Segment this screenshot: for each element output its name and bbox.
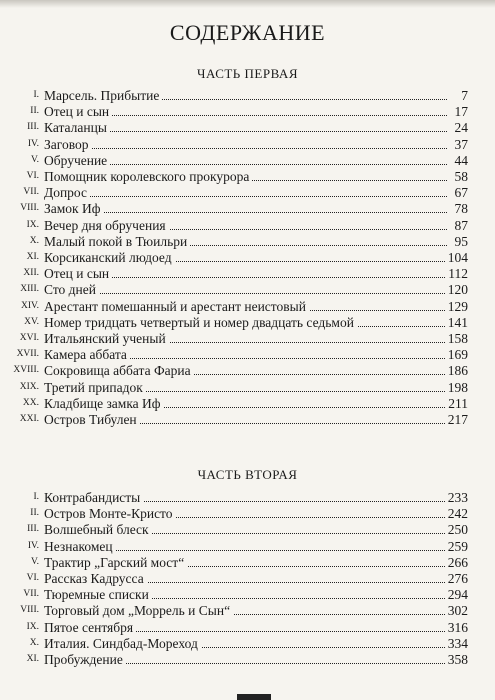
toc-entry [0,169,495,185]
toc-entry [0,636,495,652]
chapter-page-number: 316 [445,620,468,636]
chapter-title: Обручение [44,153,110,169]
chapter-page-number: 259 [445,539,468,555]
toc-entry [0,571,495,587]
chapter-page-number: 104 [445,250,468,266]
chapter-page-number: 186 [445,363,468,379]
chapter-number: I. [33,492,39,502]
chapter-number: V. [30,556,39,567]
toc-entry [0,506,495,522]
chapter-page-number: 44 [452,153,469,169]
dot-leader [44,212,447,213]
chapter-number: IX. [26,219,39,230]
chapter-title: Номер тридцать четвертый и номер двадцать седьмой [44,315,357,331]
chapter-number: X. [29,637,39,648]
chapter-title: Остров Монте-Кристо [44,506,176,522]
toc-entry [0,185,495,201]
chapter-title: Отец и сын [44,104,112,120]
toc-entry [0,282,495,298]
chapter-page-number: 169 [445,347,468,363]
toc-entry [0,104,495,120]
toc-entry [0,266,495,282]
chapter-title: Помощник королевского прокурора [44,169,252,185]
toc-entry [0,315,495,331]
chapter-page-number: 302 [445,603,468,619]
chapter-number: I. [33,90,39,100]
chapter-page-number: 233 [445,490,468,506]
toc-entry [0,137,495,153]
toc-entry [0,412,495,428]
toc-entry [0,363,495,379]
toc-entry [0,396,495,412]
chapter-title: Каталанцы [44,120,110,136]
page-bottom-mark [237,694,271,700]
chapter-title: Третий припадок [44,380,146,396]
chapter-number: V. [30,154,39,165]
chapter-number: XVI. [19,333,39,343]
toc-entry [0,380,495,396]
chapter-number: XVII. [16,349,39,360]
chapter-page-number: 158 [445,331,468,347]
chapter-number: VIII. [20,605,39,616]
toc-entry [0,218,495,234]
toc-entry [0,250,495,266]
chapter-number: II. [30,508,39,519]
toc-entry [0,331,495,347]
chapter-page-number: 294 [445,587,468,603]
chapter-title: Марсель. Прибытие [44,88,162,104]
chapter-title: Арестант помешанный и арестант неистовый [44,299,309,315]
chapter-number: III. [27,524,39,535]
chapter-number: II. [30,106,39,117]
chapter-title: Отец и сын [44,266,112,282]
chapter-page-number: 242 [445,506,468,522]
chapter-number: VI. [26,573,39,583]
toc-entry [0,347,495,363]
toc-entry [0,555,495,571]
dot-leader [44,148,447,149]
chapter-page-number: 250 [445,522,468,538]
chapter-page-number: 266 [445,555,468,571]
toc-entry [0,652,495,668]
toc-entry [0,490,495,506]
chapter-title: Заговор [44,137,92,153]
top-edge-shadow [0,0,495,8]
chapter-title: Пробуждение [44,652,126,668]
chapter-title: Остров Тибулен [44,412,140,428]
chapter-number: XIII. [20,284,39,295]
toc-entry [0,522,495,538]
chapter-title: Вечер дня обручения [44,218,169,234]
toc-entry [0,120,495,136]
chapter-title: Пятое сентября [44,620,136,636]
chapter-number: XI. [26,252,39,262]
chapter-title: Торговый дом „Моррель и Сын“ [44,603,233,619]
chapter-page-number: 211 [445,396,468,412]
chapter-page-number: 17 [452,104,469,120]
toc-entry [0,88,495,104]
chapter-page-number: 112 [445,266,468,282]
chapter-number: VII. [23,589,39,600]
chapter-page-number: 120 [445,282,468,298]
chapter-number: IX. [26,621,39,632]
chapter-number: XII. [23,268,39,279]
part-one-title: ЧАСТЬ ПЕРВАЯ [197,66,298,81]
chapter-page-number: 78 [452,201,469,217]
chapter-page-number: 67 [452,185,469,201]
dot-leader [44,293,447,294]
chapter-title: Тюремные списки [44,587,152,603]
chapter-number: X. [29,235,39,246]
chapter-page-number: 58 [452,169,469,185]
chapter-title: Незнакомец [44,539,116,555]
toc-heading: СОДЕРЖАНИЕ [169,20,326,45]
chapter-number: VII. [23,187,39,198]
chapter-number: XV. [24,316,39,327]
chapter-page-number: 7 [458,88,468,104]
chapter-page-number: 87 [452,218,469,234]
chapter-title: Итальянский ученый [44,331,169,347]
chapter-title: Италия. Синдбад-Мореход [44,636,201,652]
chapter-page-number: 334 [445,636,468,652]
chapter-number: IV. [27,138,39,149]
chapter-page-number: 24 [452,120,469,136]
chapter-title: Трактир „Гарский мост“ [44,555,187,571]
toc-entry [0,539,495,555]
chapter-number: XXI. [19,414,39,424]
chapter-title: Контрабандисты [44,490,143,506]
chapter-number: XIX. [19,381,39,392]
chapter-title: Кладбище замка Иф [44,396,164,412]
toc-entry [0,587,495,603]
toc-entry [0,234,495,250]
toc-entry [0,603,495,619]
chapter-page-number: 217 [445,412,468,428]
chapter-title: Сто дней [44,282,99,298]
chapter-page-number: 198 [445,380,468,396]
chapter-number: XI. [26,654,39,664]
chapter-page-number: 95 [452,234,469,250]
chapter-title: Допрос [44,185,90,201]
toc-entry [0,620,495,636]
chapter-title: Волшебный блеск [44,522,152,538]
chapter-number: III. [27,122,39,133]
chapter-number: XX. [22,397,39,408]
toc-entry [0,153,495,169]
chapter-title: Малый покой в Тюильри [44,234,190,250]
toc-entry [0,201,495,217]
chapter-page-number: 129 [445,299,468,315]
chapter-number: IV. [27,540,39,551]
chapter-title: Замок Иф [44,201,103,217]
dot-leader [44,196,447,197]
chapter-title: Камера аббата [44,347,130,363]
chapter-title: Корсиканский людоед [44,250,175,266]
chapter-number: VIII. [20,203,39,214]
chapter-page-number: 276 [445,571,468,587]
chapter-page-number: 358 [445,652,468,668]
chapter-page-number: 141 [445,315,468,331]
chapter-page-number: 37 [452,137,469,153]
toc-entry [0,299,495,315]
chapter-title: Сокровища аббата Фариа [44,363,194,379]
part-two-title: ЧАСТЬ ВТОРАЯ [197,467,298,482]
chapter-number: VI. [26,171,39,181]
chapter-title: Рассказ Кадрусса [44,571,147,587]
chapter-number: XIV. [20,300,39,311]
chapter-number: XVIII. [13,365,39,376]
